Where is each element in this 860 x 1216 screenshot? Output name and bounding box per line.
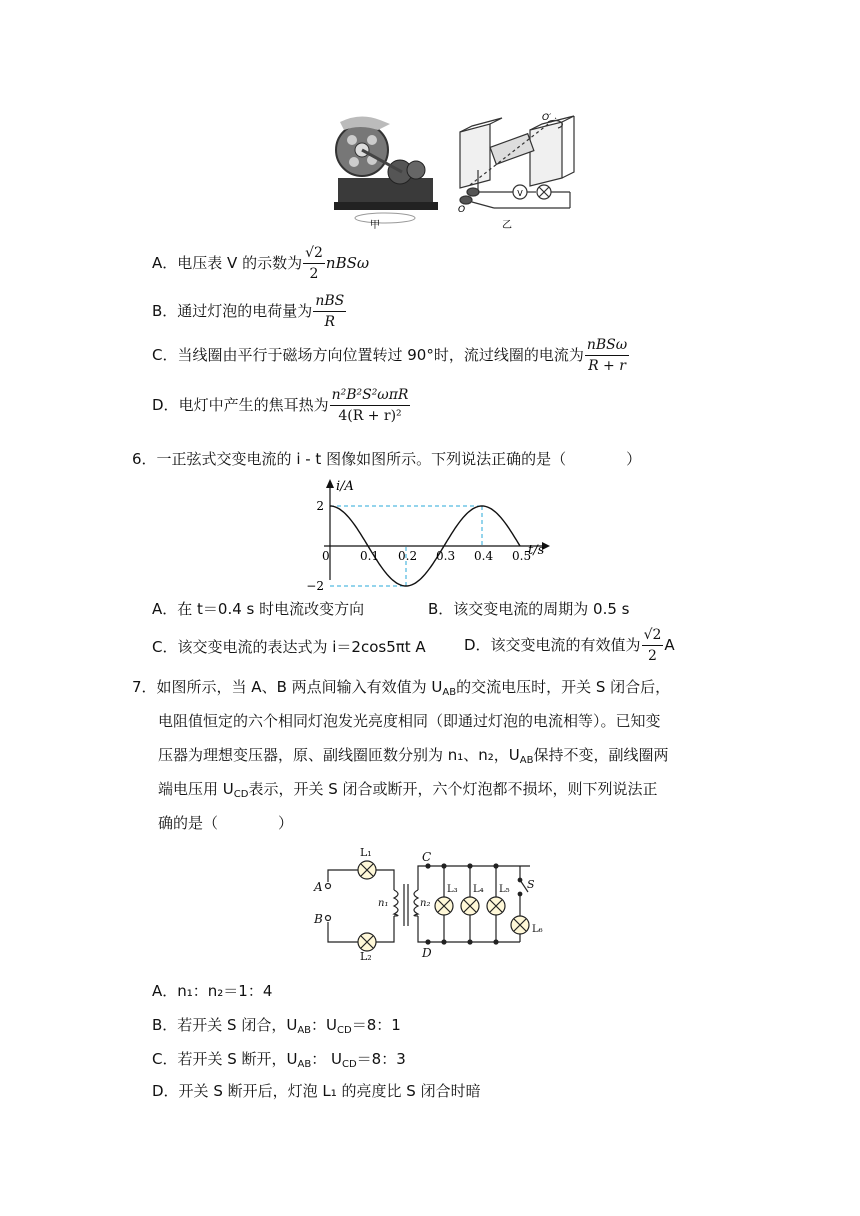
q5-option-c [152, 336, 630, 375]
q7-line-5: 确的是（ ） [158, 814, 294, 832]
x-tick-label: 0 [322, 549, 330, 563]
circuit-label-l5: L₅ [499, 884, 510, 895]
circuit-label-n2: n₂ [420, 898, 431, 909]
circuit-label-a: A [314, 880, 323, 894]
q7-b-tail: ＝8：1 [351, 1016, 401, 1034]
node-c [426, 864, 430, 868]
q5-c-den: R + r [588, 358, 626, 374]
q5-a-tail: nBSω [325, 254, 370, 272]
q5-c-letter: C． [152, 346, 178, 364]
q7-b-pre: B．若开关 S 闭合，U [152, 1016, 298, 1034]
q7-line-1-text: 7．如图所示，当 A、B 两点间输入有效值为 U [132, 678, 443, 696]
circuit-label-n1: n₁ [378, 898, 389, 909]
circuit-label-c: C [422, 850, 432, 864]
q6-chart [306, 476, 556, 593]
q6-option-a: A．在 t＝0.4 s 时电流改变方向 [152, 600, 365, 618]
generator-illustration [330, 110, 580, 230]
q7-line-3-sub: AB [519, 755, 534, 766]
q7-option-b [152, 1014, 401, 1036]
q6-d-num: √2 [642, 626, 664, 646]
circuit-label-l6: L₆ [532, 924, 543, 935]
q7-c-pre: C．若开关 S 断开，U [152, 1050, 298, 1068]
q7-b-mid: ：U [311, 1016, 338, 1034]
q6-d-fraction [642, 626, 664, 665]
terminal-b-icon [326, 916, 331, 921]
label-yi: 乙 [502, 220, 512, 231]
q5-a-text: 电压表 V 的示数为 [177, 254, 303, 272]
q7-line-4-tail: 表示，开关 S 闭合或断开，六个灯泡都不损坏，则下列说法正 [248, 780, 658, 798]
q7-line-4-sub: CD [233, 789, 249, 800]
x-tick-label: 0.4 [474, 549, 494, 563]
q5-b-den: R [324, 314, 336, 330]
q5-a-den: 2 [309, 266, 319, 282]
q5-a-letter: A． [152, 254, 178, 272]
q7-option-c [152, 1048, 406, 1070]
q7-option-d: D．开关 S 断开后，灯泡 L₁ 的亮度比 S 闭合时暗 [152, 1082, 481, 1100]
q7-c-sub1: AB [297, 1059, 312, 1070]
q5-option-a [152, 244, 369, 283]
q7-line-3-tail: 保持不变，副线圈两 [533, 746, 669, 764]
x-axis-label: t/s [528, 543, 545, 558]
q6-stem: 6．一正弦式交变电流的 i - t 图像如图所示。下列说法正确的是（ ） [132, 450, 642, 468]
x-tick-label: 0.2 [398, 549, 418, 563]
q5-c-num: nBSω [585, 336, 629, 356]
q5-c-text: 当线圈由平行于磁场方向位置转过 90°时，流过线圈的电流为 [177, 346, 584, 364]
y-tick-label: −2 [306, 579, 324, 593]
wire-b-bottom [328, 922, 358, 942]
y-axis-arrow [326, 479, 334, 488]
y-axis-label: i/A [336, 479, 354, 494]
q5-a-num: √2 [303, 244, 325, 264]
q7-c-mid: ： U [311, 1050, 342, 1068]
q5-b-fraction [313, 292, 346, 331]
wire-d-bottom [418, 916, 520, 942]
secondary-coil-icon [414, 890, 418, 916]
q7-c-sub2: CD [341, 1059, 357, 1070]
circuit-label-l4: L₄ [473, 884, 484, 895]
q7-b-sub2: CD [337, 1025, 352, 1036]
q7-c-tail: ＝8：3 [356, 1050, 406, 1068]
circuit-label-b: B [314, 912, 323, 926]
current-time-chart [306, 476, 556, 593]
q5-b-text: 通过灯泡的电荷量为 [177, 302, 313, 320]
primary-coil-icon [394, 890, 398, 916]
q6-d-unit: A [664, 636, 675, 654]
terminal-a-icon [326, 884, 331, 889]
wire-l1-right [376, 870, 394, 890]
circuit-label-s: S [527, 878, 535, 891]
q7-option-a: A．n₁：n₂＝1：4 [152, 982, 273, 1000]
q7-line-1-tail: 的交流电压时，开关 S 闭合后， [456, 678, 671, 696]
transformer-circuit [310, 846, 550, 966]
q6-d-den: 2 [648, 648, 657, 664]
y-tick-label: 2 [316, 499, 324, 513]
circuit-label-l3: L₃ [447, 884, 458, 895]
q7-line-4-text: 端电压用 U [158, 780, 234, 798]
x-tick-label: 0.3 [436, 549, 456, 563]
circuit-label-l2: L₂ [360, 950, 372, 963]
hand-crank-generator-photo [334, 116, 438, 223]
generator-figure [330, 110, 580, 230]
q6-d-text: D．该交变电流的有效值为 [464, 636, 641, 654]
x-tick-label: 0.5 [512, 549, 532, 563]
q5-option-b [152, 292, 347, 331]
circuit-label-l1: L₁ [360, 846, 372, 859]
q5-b-letter: B． [152, 302, 178, 320]
q5-d-fraction [330, 386, 411, 425]
q7-line-2: 电阻值恒定的六个相同灯泡发光亮度相同（即通过灯泡的电流相等）。已知变 [158, 712, 661, 730]
q6-option-c: C．该交变电流的表达式为 i＝2cos5πt A [152, 638, 426, 656]
axis-o-prime-label: O′ [542, 113, 552, 123]
x-tick-label: 0.1 [360, 549, 380, 563]
q7-b-sub1: AB [297, 1025, 312, 1036]
voltmeter-label: V [517, 189, 523, 198]
q7-line-1-sub: AB [442, 687, 457, 698]
q5-b-num: nBS [313, 292, 346, 312]
q5-d-num: n²B²S²ωπR [330, 386, 411, 406]
label-jia: 甲 [370, 220, 380, 231]
wire-a-top [328, 870, 358, 882]
wire-l2-right [376, 916, 394, 942]
q6-option-b: B．该交变电流的周期为 0.5 s [428, 600, 630, 618]
q5-a-fraction [303, 244, 325, 283]
q7-line-3-text: 压器为理想变压器，原、副线圈匝数分别为 n₁、n₂，U [158, 746, 520, 764]
q5-d-den: 4(R + r)² [338, 408, 402, 424]
q5-d-text: 电灯中产生的焦耳热为 [178, 396, 329, 414]
q5-c-fraction [585, 336, 629, 375]
q6-option-d [464, 626, 675, 665]
q5-option-d [152, 386, 411, 425]
node-d [426, 940, 430, 944]
q5-d-letter: D． [152, 396, 179, 414]
circuit-label-d: D [422, 946, 432, 960]
axis-o-label: O [458, 205, 466, 215]
